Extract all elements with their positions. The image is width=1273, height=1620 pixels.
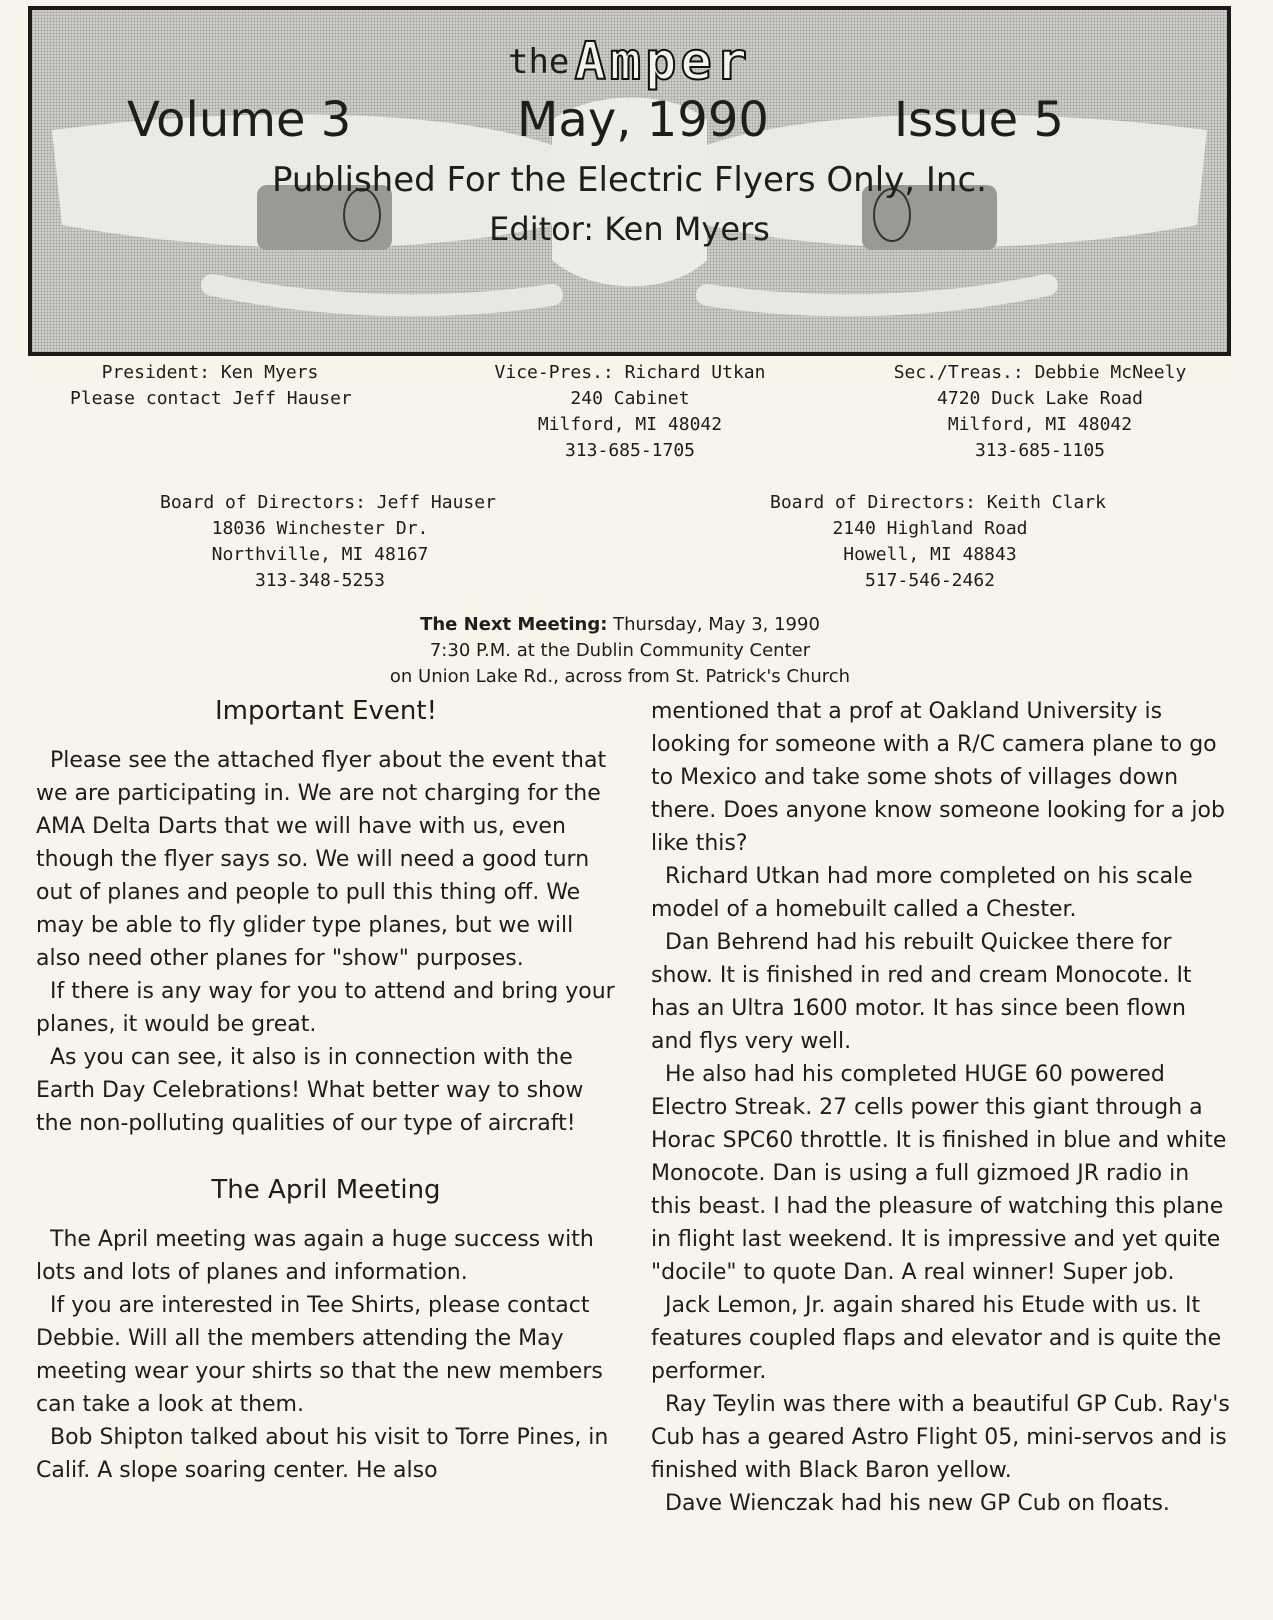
officer-line: Board of Directors: Keith Clark: [770, 492, 1106, 513]
volume-label: Volume 3: [127, 92, 352, 148]
next-meeting: [340, 612, 900, 690]
meeting-location: on Union Lake Rd., across from St. Patrick's Church: [389, 666, 851, 687]
officer-line: 4720 Duck Lake Road: [937, 388, 1143, 409]
officer-line: President: Ken Myers: [101, 362, 319, 383]
paragraph: Jack Lemon, Jr. again shared his Etude with us. It features coupled flaps and elevator and is quite the performer.: [651, 1293, 1222, 1384]
officer-line: Milford, MI 48042: [947, 414, 1133, 435]
paragraph: Ray Teylin was there with a beautiful GP Cub. Ray's Cub has a geared Astro Flight 05, mini-servos and is finished with Black Baron yellow.: [651, 1392, 1230, 1483]
paragraph: Please see the attached flyer about the event that we are participating in. We are not charging for the AMA Delta Darts that we will have with us, even though the flyer says so. We will need a good turn out of planes and people to pull this thing off. We may be able to fly glider type planes, but we will also need other planes for "show" purposes.: [36, 748, 607, 971]
masthead-title-line: [32, 32, 1227, 92]
paragraph: mentioned that a prof at Oakland University is looking for someone with a R/C camera plane to go to Mexico and take some shots of villages down there. Does anyone know someone looking for a job like this?: [651, 699, 1225, 856]
paragraph: Dave Wienczak had his new GP Cub on floats.: [665, 1491, 1170, 1516]
officer-president: [70, 360, 350, 412]
officer-line: 18036 Winchester Dr.: [211, 518, 429, 539]
officer-board-2: [770, 490, 1106, 594]
officer-board-1: [160, 490, 496, 594]
officer-line: 517-546-2462: [864, 570, 996, 591]
meeting-label: The Next Meeting:: [420, 614, 608, 635]
officer-line: 313-348-5253: [254, 570, 386, 591]
officer-line: Milford, MI 48042: [537, 414, 723, 435]
meeting-time-place: 7:30 P.M. at the Dublin Community Center: [429, 640, 811, 661]
masthead-volume-line: [32, 92, 1227, 152]
paragraph: The April meeting was again a huge success with lots and lots of planes and information.: [36, 1227, 594, 1285]
heading-april-meeting: The April Meeting: [211, 1175, 441, 1205]
officer-line: Howell, MI 48843: [843, 544, 1017, 565]
officer-line: Sec./Treas.: Debbie McNeely: [893, 362, 1187, 383]
right-column: [651, 695, 1231, 1520]
paragraph: If there is any way for you to attend and bring your planes, it would be great.: [36, 979, 615, 1037]
paragraph: Dan Behrend had his rebuilt Quickee there for show. It is finished in red and cream Monocote. It has an Ultra 1600 motor. It has since been flown and flys very well.: [651, 930, 1192, 1054]
paragraph: He also had his completed HUGE 60 powered Electro Streak. 27 cells power this giant through a Horac SPC60 throttle. It is finished in blue and white Monocote. Dan is using a full gizmoed JR radio in this beast. I had the pleasure of watching this plane in flight last weekend. It is impressive and yet quite "docile" to quote Dan. A real winner! Super job.: [651, 1062, 1227, 1285]
paragraph: Richard Utkan had more completed on his scale model of a homebuilt called a Chester.: [651, 864, 1193, 922]
officer-vice-president: [480, 360, 780, 464]
issue-date: May, 1990: [517, 92, 769, 148]
editor-line: Editor: Ken Myers: [489, 210, 770, 248]
officer-line: Northville, MI 48167: [211, 544, 429, 565]
paragraph: Bob Shipton talked about his visit to Torre Pines, in Calif. A slope soaring center. He also: [36, 1425, 609, 1483]
issue-number: Issue 5: [894, 92, 1064, 148]
officer-line: 240 Cabinet: [570, 388, 690, 409]
paragraph: If you are interested in Tee Shirts, please contact Debbie. Will all the members attending the May meeting wear your shirts so that the new members can take a look at them.: [36, 1293, 603, 1417]
masthead: [28, 6, 1231, 356]
officer-line: Board of Directors: Jeff Hauser: [160, 492, 496, 513]
left-column: [36, 695, 616, 1487]
officer-line: 313-685-1105: [974, 440, 1106, 461]
officer-secretary: [890, 360, 1190, 464]
officer-line: 2140 Highland Road: [832, 518, 1028, 539]
heading-important-event: Important Event!: [214, 696, 438, 726]
paragraph: As you can see, it also is in connection with the Earth Day Celebrations! What better way to show the non-polluting qualities of our type of aircraft!: [36, 1045, 584, 1136]
meeting-date: Thursday, May 3, 1990: [607, 614, 820, 635]
title-article: the: [507, 42, 570, 82]
officer-line: Vice-Pres.: Richard Utkan: [494, 362, 766, 383]
officer-line: Please contact Jeff Hauser: [70, 388, 352, 409]
officer-line: 313-685-1705: [564, 440, 696, 461]
publisher-line: Published For the Electric Flyers Only, Inc.: [272, 160, 987, 200]
newsletter-title: Amper: [574, 32, 752, 92]
